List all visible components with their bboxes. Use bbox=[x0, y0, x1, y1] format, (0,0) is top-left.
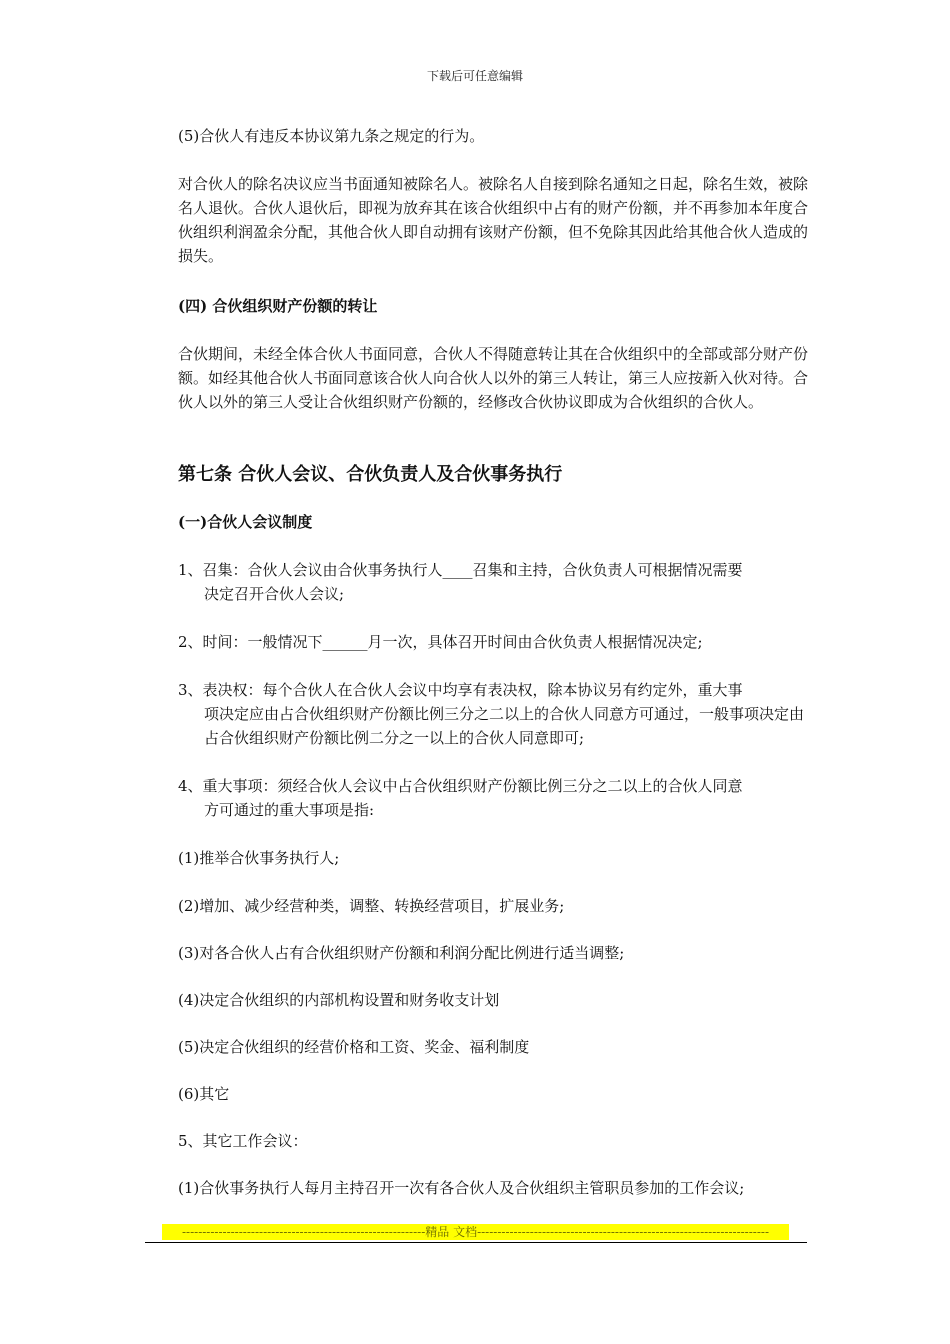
list-item-convene-line1: 1、召集：合伙人会议由合伙事务执行人____召集和主持，合伙负责人可根据情况需要 bbox=[178, 561, 743, 579]
list-item-convene bbox=[178, 558, 810, 606]
list-item-major-matters bbox=[178, 774, 810, 822]
paragraph-share-transfer: 合伙期间，未经全体合伙人书面同意，合伙人不得随意转让其在合伙组织中的全部或部分财产份额。如经其他合伙人书面同意该合伙人向合伙人以外的第三人转让，第三人应按新入伙对待。合伙人以外的第三人受让合伙组织财产份额的，经修改合伙协议即成为合伙组织的合伙人。 bbox=[178, 345, 809, 411]
list-item-time bbox=[178, 630, 810, 654]
paragraph-expulsion-notice: 对合伙人的除名决议应当书面通知被除名人。被除名人自接到除名通知之日起，除名生效，被除名人退伙。合伙人退伙后，即视为放弃其在该合伙组织中占有的财产份额，并不再参加本年度合伙组织利润盈余分配，其他合伙人即自动拥有该财产份额，但不免除其因此给其他合伙人造成的损失。 bbox=[178, 175, 809, 265]
list-item-convene-cont: 决定召开合伙人会议; bbox=[204, 585, 345, 603]
footer-banner: ------------------------------------------------------------精品 文档------------------------------------------------------------------------ bbox=[162, 1224, 789, 1240]
sub-item-1: (1)推举合伙事务执行人; bbox=[178, 849, 340, 867]
paragraph-expulsion-clause: (5)合伙人有违反本协议第九条之规定的行为。 bbox=[178, 127, 485, 145]
sub-item-2: (2)增加、减少经营种类，调整、转换经营项目，扩展业务; bbox=[178, 897, 565, 915]
sub-item-5: (5)决定合伙组织的经营价格和工资、奖金、福利制度 bbox=[178, 1038, 530, 1056]
section-heading-share-transfer: (四) 合伙组织财产份额的转让 bbox=[178, 297, 378, 315]
list-item-voting-cont: 项决定应由占合伙组织财产份额比例三分之二以上的合伙人同意方可通过，一般事项决定由占合伙组织财产份额比例二分之一以上的合伙人同意即可; bbox=[204, 705, 805, 747]
sub-item-6: (6)其它 bbox=[178, 1085, 230, 1103]
list-item-time-text: 2、时间：一般情况下______月一次，具体召开时间由合伙负责人根据情况决定; bbox=[178, 633, 703, 651]
work-meeting-item-1: (1)合伙事务执行人每月主持召开一次有各合伙人及合伙组织主管职员参加的工作会议; bbox=[178, 1179, 745, 1197]
section-heading-meeting-system: (一)合伙人会议制度 bbox=[178, 513, 313, 531]
list-item-voting-line1: 3、表决权：每个合伙人在合伙人会议中均享有表决权，除本协议另有约定外，重大事 bbox=[178, 681, 743, 699]
sub-item-3: (3)对各合伙人占有合伙组织财产份额和利润分配比例进行适当调整; bbox=[178, 944, 625, 962]
list-item-major-matters-cont: 方可通过的重大事项是指: bbox=[204, 801, 375, 819]
list-item-voting bbox=[178, 678, 810, 750]
article-seven-heading: 第七条 合伙人会议、合伙负责人及合伙事务执行 bbox=[178, 464, 563, 485]
sub-item-4: (4)决定合伙组织的内部机构设置和财务收支计划 bbox=[178, 991, 500, 1009]
page-header: 下载后可任意编辑 bbox=[426, 69, 523, 83]
list-item-major-matters-line1: 4、重大事项：须经合伙人会议中占合伙组织财产份额比例三分之二以上的合伙人同意 bbox=[178, 777, 743, 795]
list-item-other-meetings: 5、其它工作会议： bbox=[178, 1132, 308, 1150]
footer-rule bbox=[145, 1242, 807, 1243]
